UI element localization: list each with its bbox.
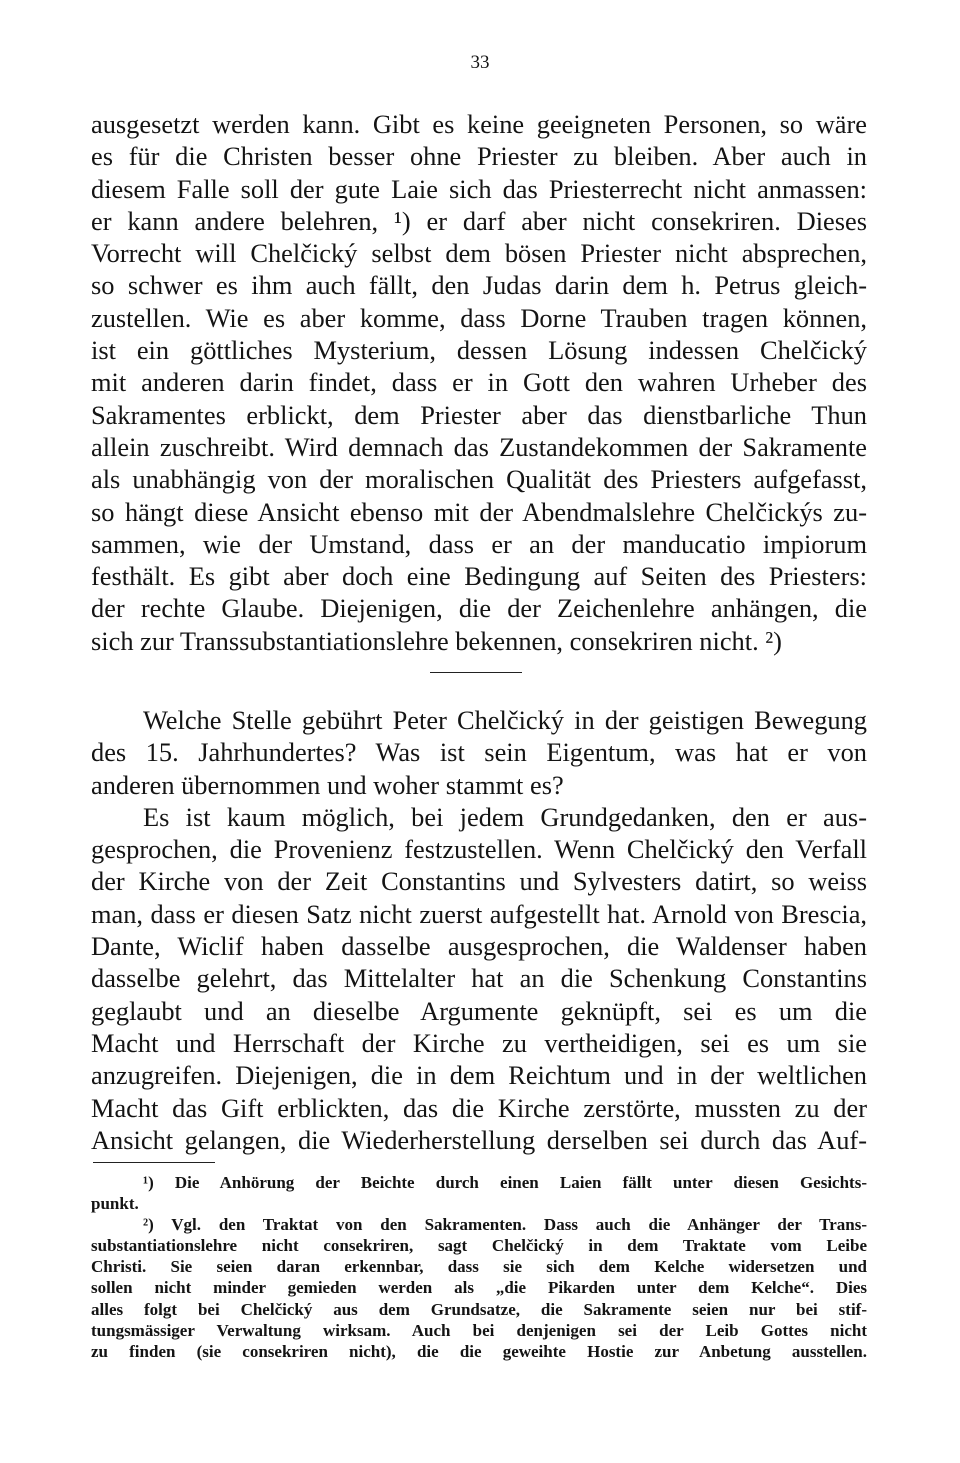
footnote-line: tungsmässiger Verwaltung wirksam. Auch bei denjenigen sei der Leib Gottes nicht [91,1320,867,1340]
body-section-2 [91,704,867,1156]
text-line: Welche Stelle gebührt Peter Chelčický in der geistigen Bewegung [143,705,867,735]
footnote-line: alles folgt bei Chelčický aus dem Grundsatze, die Sakramente seien nur bei stif- [91,1299,867,1319]
text-line: festhält. Es gibt aber doch eine Bedingung auf Seiten des Priesters: [91,561,867,592]
text-line: diesem Falle soll der gute Laie sich das Priesterrecht nicht anmassen: [91,173,867,204]
footnotes [91,1172,867,1362]
section-divider [430,672,522,673]
footnote-line: ²) Vgl. den Traktat von den Sakramenten. Dass auch die Anhänger der Trans- [143,1215,867,1235]
footnote-divider [93,1162,215,1163]
body-section-1 [91,108,867,657]
text-line: allein zuschreibt. Wird demnach das Zustandekommen der Sakramente [91,431,867,462]
footnote-line: ¹) Die Anhörung der Beichte durch einen Laien fällt unter diesen Gesichts- [143,1173,867,1192]
footnote-line: zu finden (sie consekriren nicht), die die geweihte Hostie zur Anbetung ausstellen. [91,1341,867,1361]
text-line: dasselbe gelehrt, das Mittelalter hat an die Schenkung Constantins [91,963,867,994]
text-line: Es ist kaum möglich, bei jedem Grundgedanken, den er aus- [143,801,867,832]
text-line: anderen übernommen und woher stammt es? [91,769,564,800]
paragraph [91,704,867,801]
text-line: der Kirche von der Zeit Constantins und Sylvesters datirt, so weiss [91,866,867,897]
text-line: es für die Christen besser ohne Priester zu bleiben. Aber auch in [91,141,867,172]
text-line: geglaubt und an dieselbe Argumente geknüpft, sei es um die [91,995,867,1026]
text-line: sammen, wie der Umstand, dass er an der manducatio impiorum [91,528,867,559]
text-line: ist ein göttliches Mysterium, dessen Lösung indessen Chelčický [91,335,867,366]
text-line: Sakramentes erblickt, dem Priester aber das dienstbarliche Thun [91,399,867,430]
text-line: des 15. Jahrhundertes? Was ist sein Eigentum, was hat er von [91,737,867,768]
text-line: mit anderen darin findet, dass er in Gott den wahren Urheber des [91,367,867,398]
text-line: gesprochen, die Provenienz festzustellen. Wenn Chelčický den Verfall [91,834,867,865]
text-line: Macht und Herrschaft der Kirche zu vertheidigen, sei es um sie [91,1027,867,1058]
text-line: anzugreifen. Diejenigen, die in dem Reichtum und in der weltlichen [91,1060,867,1091]
paragraph [91,108,867,657]
page-number: 33 [470,52,490,73]
text-line: Dante, Wiclif haben dasselbe ausgesprochen, die Waldenser haben [91,931,867,962]
text-line: sich zur Transsubstantiationslehre bekennen, consekriren nicht. ²) [91,625,782,656]
text-line: man, dass er diesen Satz nicht zuerst aufgestellt hat. Arnold von Brescia, [91,898,867,929]
text-line: Vorrecht will Chelčický selbst dem bösen Priester nicht absprechen, [91,238,867,269]
footnote-2 [91,1214,867,1362]
text-line: Macht das Gift erblickten, das die Kirche zerstörte, mussten zu der [91,1092,867,1123]
footnote-line: substantiationslehre nicht consekriren, sagt Chelčický in dem Traktate vom Leibe [91,1236,867,1256]
text-line: als unabhängig von der moralischen Qualität des Priesters aufgefasst, [91,464,867,495]
paragraph [91,801,867,1156]
text-line: so schwer es ihm auch fällt, den Judas darin dem h. Petrus gleich- [91,270,867,301]
text-line: er kann andere belehren, ¹) er darf aber nicht consekriren. Dieses [91,205,867,236]
text-line: zustellen. Wie es aber komme, dass Dorne Trauben tragen können, [91,302,867,333]
text-line: Ansicht gelangen, die Wiederherstellung derselben sei durch das Auf- [91,1124,867,1155]
text-line: der rechte Glaube. Diejenigen, die der Zeichenlehre anhängen, die [91,593,867,624]
text-line: so hängt diese Ansicht ebenso mit der Abendmalslehre Chelčickýs zu- [91,496,867,527]
text-line: ausgesetzt werden kann. Gibt es keine geeigneten Personen, so wäre [91,109,867,139]
footnote-line: Christi. Sie seien daran erkennbar, dass sie sich dem Kelche widersetzen und [91,1257,867,1277]
footnote-1 [91,1172,867,1214]
footnote-line: sollen nicht minder gemieden werden als „die Pikarden unter dem Kelche“. Dies [91,1278,867,1298]
footnote-line: punkt. [91,1194,139,1214]
